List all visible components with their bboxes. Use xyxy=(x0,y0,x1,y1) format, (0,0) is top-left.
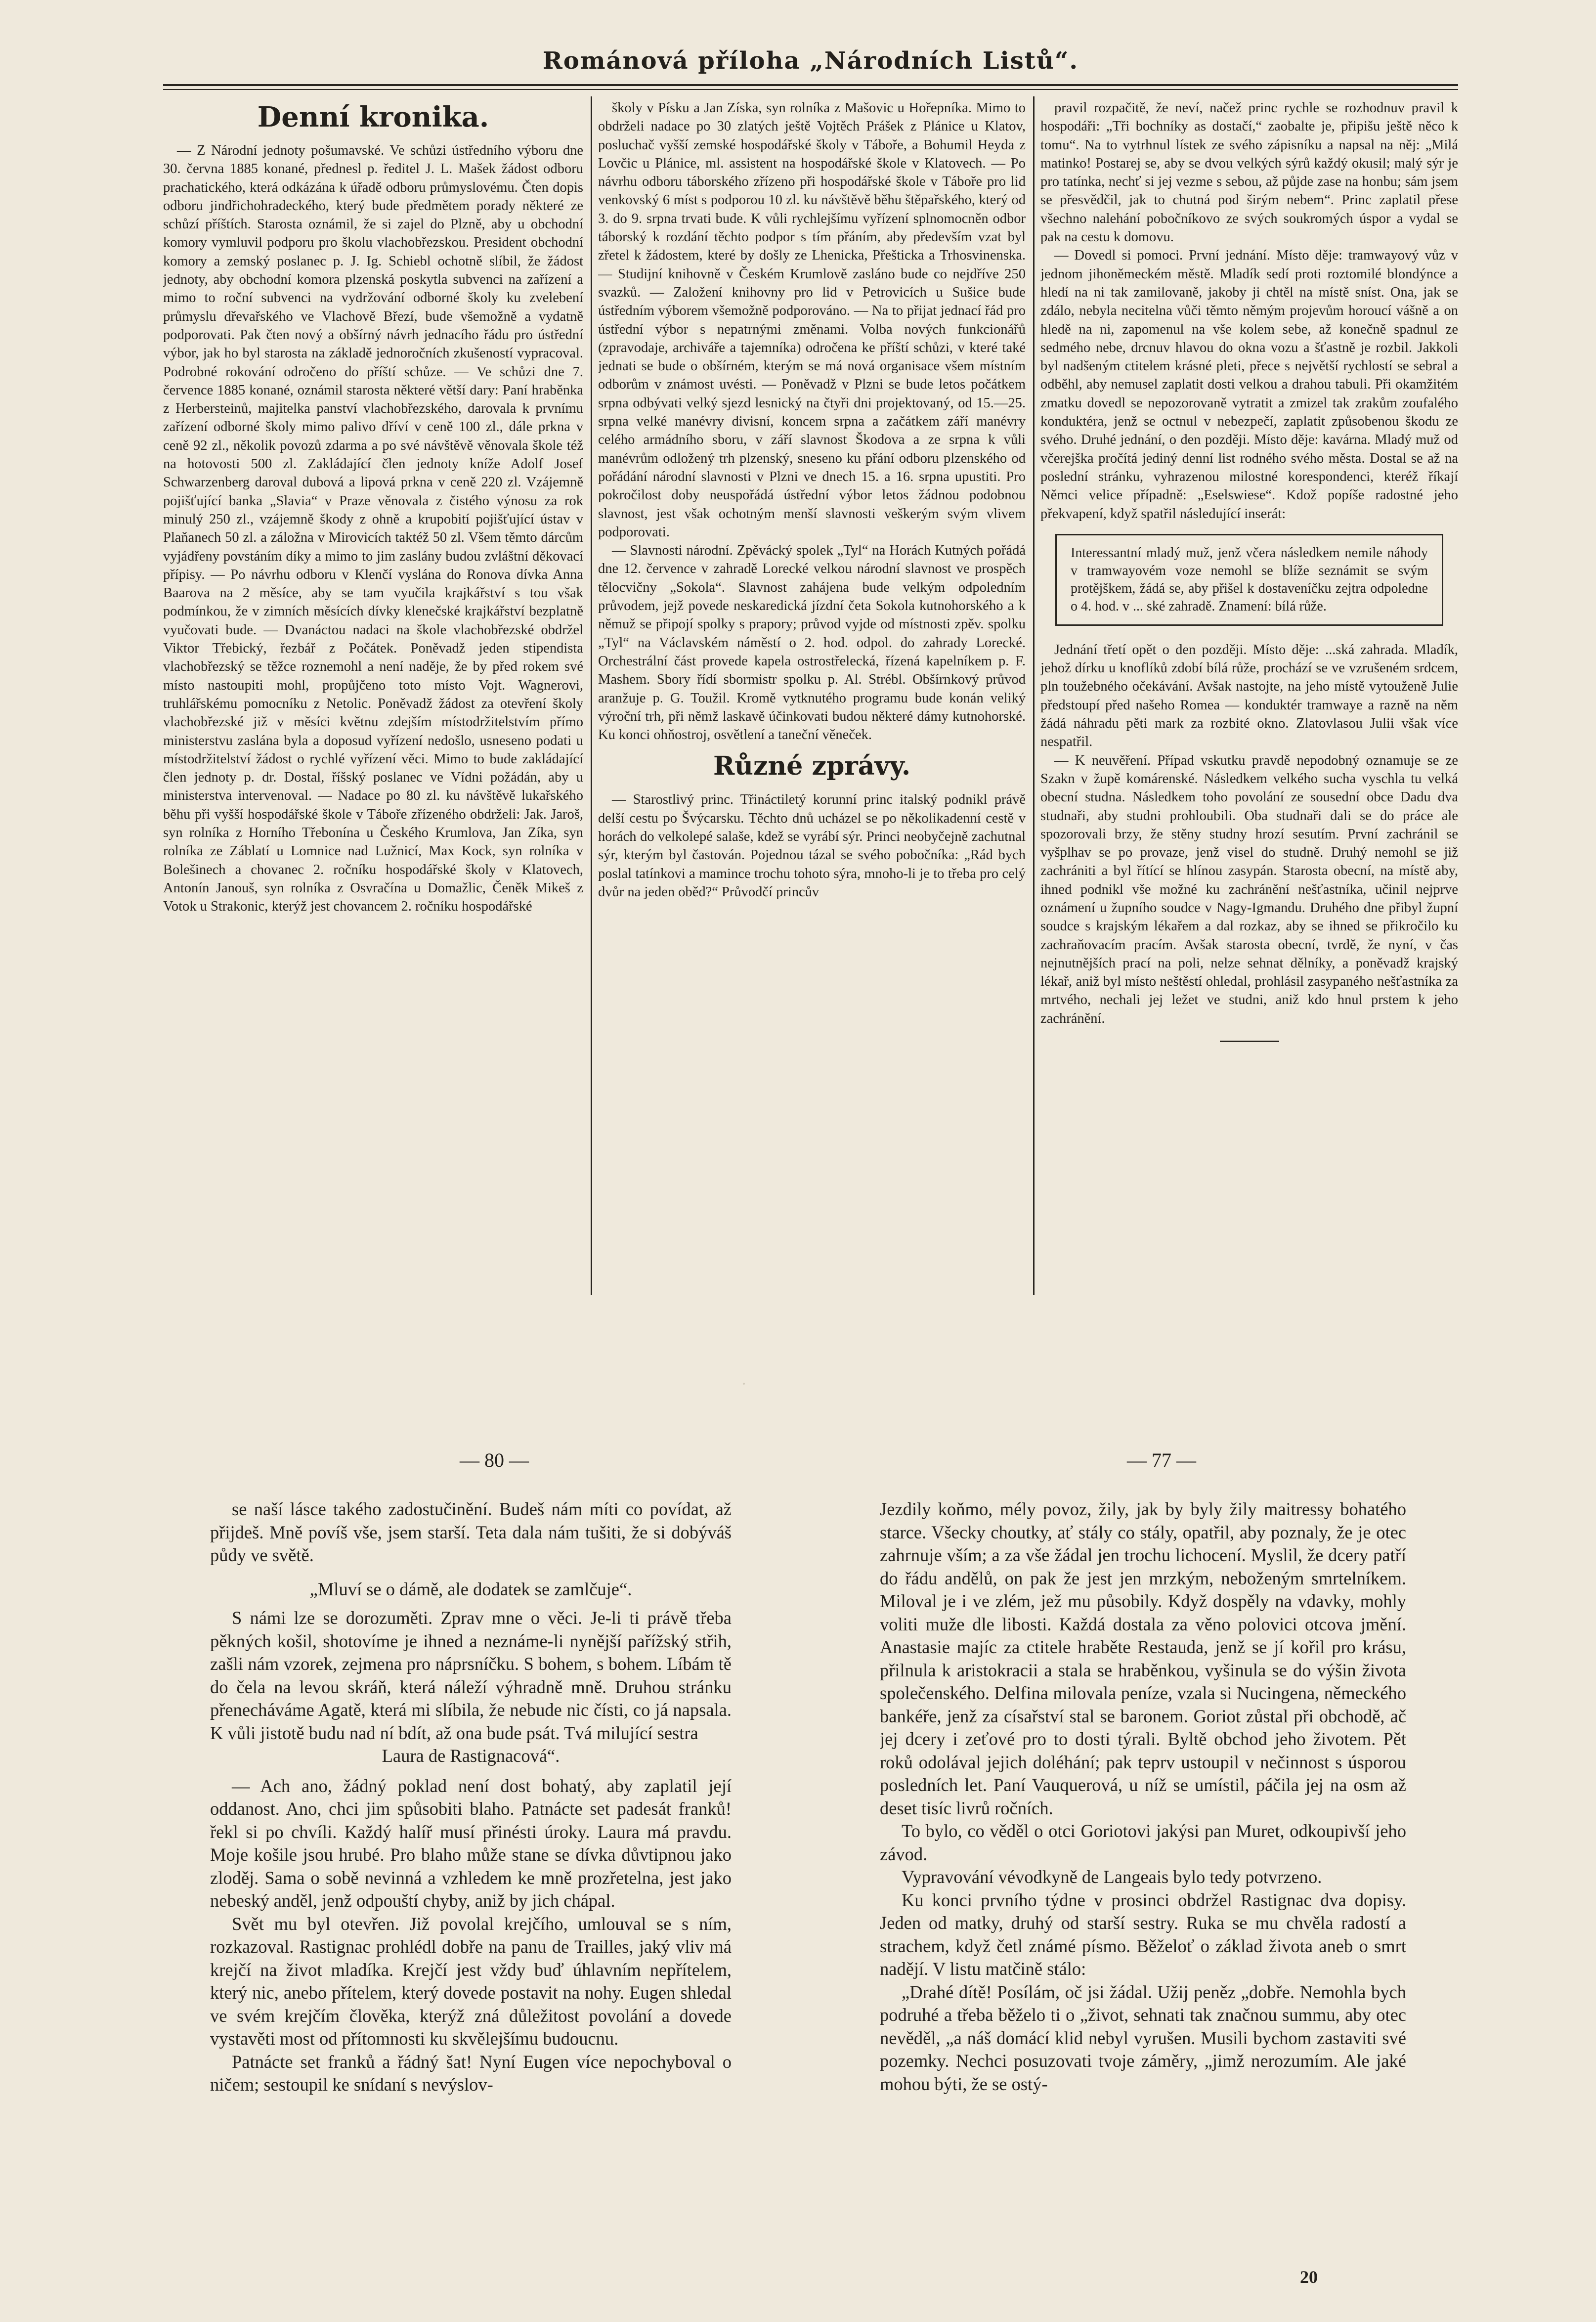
novel-signature: Laura de Rastignacová“. xyxy=(382,1746,560,1766)
column-rule-1 xyxy=(591,96,592,1295)
news-paragraph: — Dovedl si pomoci. První jednání. Místo děje: tramwayový vůz v jednom jihoněmeckém městě. Mladík sedí proti roztomilé blondýnce a hledí na ni tak zamilovaně, jakoby ji chtěl na místě sníst. Ona, jak se zdálo, nebyla necitelna vůči těmto němým projevům horoucí vášně a on hledě na ni, zapomenul na vše kolem sebe, až konečně spadnul ze sedmého nebe, drcnuv hlavou do okna vozu a šťastně je rozbil. Jakkoli byl nadšeným ctitelem krásné pleti, přece s největší rychlostí se sebral a odběhl, aby nemusel zaplatit dosti velkou a drahou tabuli. Při okamžitém zmatku dovedl se nepozorovaně vytratit a zmizel tak zrakům zoufalého konduktéra, jenž se octnul v nebezpečí, zaplatit způsobenou škodu ze svého. Druhé jednání, o den později. Místo děje: kavárna. Mladý muž od včerejška pročítá jediný denní list rodného svého města. Dostal se až na poslední stránku, vyhrazenou milostné korespondenci, kteréž říkají Němci velice případně: „Eselswiese“. Kdož popíše radostné jeho překvapení, když spatřil následující inserát: xyxy=(1040,248,1458,522)
novel-paragraph: Svět mu byl otevřen. Již povolal krejčího, umlouval se s ním, rozkazoval. Rastignac prohlédl dobře na panu de Trailles, jaký vliv má krejčí na život mladíka. Krejčí jest vždy buď úhlavním nepřítelem, který nic, anebo přítelem, který dovede postavit na nohy. Eugen shledal ve svém krejčím člověka, kterýž zná důležitost povolání a dovede vystavěti most od přítomnosti ku skvělejšímu budoucnu. xyxy=(210,1913,732,2049)
novel-paragraph: „Drahé dítě! Posílám, oč jsi žádal. Užij peněz „dobře. Nemohla bych podruhé a třeba běželo ti o „život, sehnati tak značnou summu, aby otec nevěděl, „a náš domácí klid nebyl vyrušen. Musili bychom zastaviti své pozemky. Nechci posuzovati tvoje záměry, „jimž nerozumím. Ale jaké mohou býti, že se ostý- xyxy=(880,1981,1406,2094)
page-number-left: — 80 — xyxy=(460,1449,529,1471)
novel-paragraph: — Ach ano, žádný poklad není dost bohatý, aby zaplatil její oddanost. Ano, chci jim spůsobiti blaho. Patnácte set padesát franků! řekl si po chvíli. Každý halíř musí přinésti úroky. Laura má pravdu. Moje košile jsou hrubé. Pro blaho může stane se dívka důvtipnou jako zloděj. Sama o sobě nevinná a vzhledem ke mně prozřetelna, jest jako nebeský anděl, jenž odpouští chyby, aniž by jich chápal. xyxy=(210,1775,732,1911)
novel-paragraph: S námi lze se dorozuměti. Zprav mne o věci. Je-li ti právě třeba pěkných košil, shotovíme je ihned a neznáme-li nynější pařížský střih, zašli nám vzorek, zejmena pro náprsníčku. S bohem, s bohem. Líbám tě do čela na levou skráň, která náleží výhradně mně. Druhou stránku přenecháváme Agatě, která mi slíbila, že nebude nic čísti, co já napsala. K vůli jistotě budu nad ní bdít, až ona bude psát. Tvá milující sestra xyxy=(210,1608,732,1743)
news-paragraph: — Starostlivý princ. Třináctiletý korunní princ italský podnikl právě delší cestu po Švýcarsku. Těchto dnů ucházel se po několikadenní cestě v horách do velkolepé salaše, kdež se vyrábí sýr. Princi neobyčejně zachutnal sýr, kterým byl častován. Pojednou tázal se svého pobočníka: „Rád bych poslal tatínkovi a mamince trochu tohoto sýra, mnoho-li je to třeba pro celý dvůr na jeden oběd?“ Průvodčí princův xyxy=(598,792,1026,900)
novel-quote: „Mluví se o dámě, ale dodatek se zamlčuje“. xyxy=(309,1578,632,1599)
supplement-header: Románová příloha „Národních Listů“. xyxy=(542,47,1079,75)
section-title-ruzne-zpravy: Různé zprávy. xyxy=(713,751,911,782)
section-title-denni-kronika: Denní kronika. xyxy=(257,101,489,133)
news-paragraph: — Z Národní jednoty pošumavské. Ve schůzi ústředního výboru dne 30. června 1885 konané, přednesl p. ředitel J. L. Mašek žádost odboru prachatického, která odkázána k úřadě odboru průmyslovému. Čten dopis odboru jindřichohradeckého, který bude předmětem porady některé ze schůzí příštích. Starosta oznámil, že si zajel do Plzně, aby u obchodní komory vymluvil podporu pro školu vlachobřezskou. President obchodní komory a zemský poslanec p. J. Ig. Schiebl ochotně slíbil, že žádost jednoty, aby obchodní komora plzenská poskytla subvenci na zařízení a mimo to roční subvenci na vydržování odborné školy ku zvelebení průmyslu dřevařského ve Vlachově Březí, bude všemožně a vydatně podporovati. Pak čten nový a obšírný návrh jednacího řádu pro ústřední výbor, jak ho byl starosta na základě jednoročních zkušeností vypracoval. Podrobné rokování odročeno do příští schůze. — Ve schůzi dne 7. července 1885 konané, oznámil starosta některé větší dary: Paní hraběnka z Herbersteinů, majitelka panství vlachobřezského, darovala k prvnímu zařízení odborné školy mimo palivo dříví v ceně 100 zl., dále prkna v ceně 92 zl., několik povozů zdarma a po své návštěvě věnovala škole též na hotovosti 500 zl. Zakládající člen jednoty kníže Adolf Josef Schwarzenberg daroval dubová a lipová prkna v ceně 220 zl. Vzájemně pojišťující banka „Slavia“ v Praze věnovala z čistého výnosu za rok minulý 250 zl., vzájemně škody z ohně a krupobití pojišťující ústav v Plaňanech 50 zl. a záložna v Mirovicích taktéž 50 zl. Všem těmto dárcům vyjádřeny povstáním díky a mimo to jim zaslány budou zvláštní děkovací přípisy. — Po návrhu odboru v Klenčí vyslána do Ronova dívka Anna Baarova na 2 měsíce, aby se tam vyučila krajkářství s tou však podmínkou, že v zimních měsících dívky klenečské krajkářství bezplatně vyučovati bude. — Dvanáctou nadaci na škole vlachobřezské obdržel Viktor Třebický, řezbář z Počátek. Poněvadž jeden stipendista vlachobřezský se těžce roznemohl a není naděje, že by před rokem své místo nastoupiti mohl, propůjčeno toto místo Vojt. Wagnerovi, truhlářskému pomocníku z Netolic. Poněvadž žádost za otevření školy vlachobřezské již v měsíci květnu zdejším místodržitelstvím přímo ministerstvu zaslána byla a doposud vyřízení nedošlo, usneseno podati u místodržitelství žádost o rychlé vyřízení věci. Mimo to bude zakládající člen jednoty p. dr. Dostal, říšský poslanec ve Vídni požádán, aby u ministerstva intervenoval. — Nadace po 80 zl. ku návštěvě lukařského běhu při vyšší hospodářské škole v Táboře zřízeného obdrželi: Jak. Jaroš, syn rolníka z Horního Třebonína u Českého Krumlova, Jan Zíka, syn rolníka ze Záblatí u Lomnice nad Lužnicí, Max Kock, syn rolníka v Bolešinech a chovanec 2. ročníku hospodářské školy v Klatovech, Antonín Janouš, syn rolníka z Osvračína u Domažlic, Čeněk Mikeš z Votok u Strakonic, kterýž jest chovancem 2. ročníku hospodářské xyxy=(163,143,583,915)
novel-paragraph: Vypravování vévodkyně de Langeais bylo tedy potvrzeno. xyxy=(902,1867,1322,1887)
bleed-through-mark: · xyxy=(741,1374,747,1393)
novel-paragraph: To bylo, co věděl o otci Goriotovi jakýsi pan Muret, odkoupivší jeho závod. xyxy=(880,1821,1406,1864)
news-paragraph: — K neuvěření. Případ vskutku pravdě nepodobný oznamuje se ze Szakn v župě komárenské. Následkem velkého sucha vyschla tu velká obecní studna. Následkem toho povolání ze sousední obce Dadu dva studnaři, aby studni prohloubili. Oba studnaři dali se do práce ale spozorovali brzy, že stěny studny hrozí sesutím. První zachránil se vyšplhav se po provaze, jenž visel do studně. Druhý nemohl se již zachrániti a byl řítící se hlínou zasypán. Starosta obecní, na místě aby, ihned podnikl vše možné ku zachránění nešťastníka, učinil nejprve oznámení u župního soudce v Nagy-Igmandu. Druhého dne přibyl župní soudce s krajským lékařem a dal rozkaz, aby se ihned se přikročilo ku zachraňovacím pracím. Avšak starosta obecní, tvrdě, že nyní, v čas nejnutnějších prací na poli, nelze sehnat dělníky, a poněvadž krajský lékař, aniž byl místo neštěstí ohledal, prohlásil zasypaného nešťastníka za mrtvého, nechali jej ležet ve studni, aniž kdo hnul prstem k jeho zachránění. xyxy=(1040,752,1458,1026)
end-rule xyxy=(1220,1041,1279,1042)
page-number-right: — 77 — xyxy=(1127,1449,1196,1471)
news-paragraph: — Slavnosti národní. Zpěvácký spolek „Tyl“ na Horách Kutných pořádá dne 12. července v zahradě Lorecké velkou národní slavnost ve prospěch tělocvičny „Sokola“. Slavnost zahájena bude velkým odpoledním průvodem, jejž povede neskaredická jízdní četa Sokola kutnohorského a k němuž se připojí spolky s prapory; průvod vyjde od místnosti zpěv. spolku „Tyl“ na Václavském náměstí o 2. hod. odpol. do zahrady Lorecké. Orchestrální část provede kapela ostrostřelecká, řízená kapelníkem p. F. Mashem. Sbory řídí sbormistr spolku p. Al. Strébl. Obšírnkový průvod aranžuje p. G. Toužil. Kromě vytknutého programu bude konán veliký výroční trh, při němž laskavě účinkovati budou některé dámy kutnohorské. Ku konci ohňostroj, osvětlení a taneční věneček. xyxy=(598,543,1026,743)
news-paragraph: pravil rozpačitě, že neví, načež princ rychle se rozhodnuv pravil k hospodáři: „Tři bochníky as dostačí,“ zaobalte je, připišu ještě něco k tomu“. Na to vytrhnul lístek ze svého zápisníku a napsal na něj: „Milá matinko! Postarej se, aby se dvou velkých sýrů každý okusil; malý sýr je pro tatínka, nechť si jej vezme s sebou, až půjde zase na honbu; sám jsem se přesvědčil, jak to chutná pod širým nebem“. Princ zaplatil přese všechno nalehání pobočníkovo ze svých soukromých úspor a vydal se pak na cestu k domovu. xyxy=(1040,100,1458,245)
novel-column-left xyxy=(210,1498,732,2294)
novel-paragraph: se naší lásce takého zadostučinění. Budeš nám míti co povídat, až přijdeš. Mně povíš vše, jsem starší. Teta dala nám tušiti, že si dobýváš půdy ve světě. xyxy=(210,1499,732,1565)
signature-mark: 20 xyxy=(1300,2267,1318,2287)
news-paragraph: školy v Písku a Jan Získa, syn rolníka z Mašovic u Hořepníka. Mimo to obdrželi nadace po 30 zlatých ještě Vojtěch Prášek z Plánice u Klatov, posluchač vyšší zemské hospodářské školy v Táboře, a Bohumil Heyda z Lovčic u Plánice, ml. assistent na hospodářské škole v Klatovech. — Po návrhu odboru táborského zřízeno při hospodářské škole v Táboře pro lid venkovský 6 míst s podporou 10 zl. ku návštěvě běhu štěpařského, který od 3. do 9. srpna trvati bude. K vůli rychlejšímu vyřízení splnomocněn odbor táborský k rozdání těchto podpor s tím přáním, aby především vzat byl zřetel k žádostem, které by došly ze Lhenicka, Přešticka a Trhosvinenska. — Studijní knihovně v Českém Krumlově zasláno bude co nejdříve 250 svazků. — Založení knihovny pro lid v Petrovicích u Sušice bude ústředním výborem všemožně podporováno. — Na to přijat jednací řád pro ústřední výbor s nepatrnými změnami. Volba nových funkcionářů (zpravodaje, archiváře a tajemníka) odročena ke příští schůzi, v které také jednati se bude o obšírném, kterým se má nová organisace všem místním odborům v známost uvésti. — Poněvadž v Plzni se bude letos počátkem srpna odbývati velký sjezd lesnický na čtyři dni projektovaný, od 15.—25. srpna velké manévry divisní, koncem srpna a začátkem září manévry celého armádního sboru, v září slavnost Škodova a ze srpna k vůli manévrům odložený trh plzenský, sneseno ku přání odboru plzenského od pořádání národní slavnosti v Plzni ve dnech 15. a 16. srpna upustiti. Pro pokročilost doby neuspořádá ústřední výbor letos žádnou podobnou slavnost, jest však ochotným menší slavnosti veškerým svým vlivem podporovati. xyxy=(598,100,1026,540)
column-1 xyxy=(163,95,583,1301)
novel-paragraph: Jezdily koňmo, mély povoz, žily, jak by byly žily maitressy bohatého starce. Všecky choutky, ať stály co stály, opatřil, aby poznaly, že je otec zahrnuje vším; a za vše žádal jen trochu lichocení. Myslil, že dcery patří do řádu andělů, on pak že jest jen mrzkým, neboženým smrtelníkem. Miloval je i ve zlém, jež mu působily. Když dospěly na vdavky, mohly voliti muže dle libosti. Každá dostala za věno polovici otcova jmění. Anastasie majíc za ctitele hraběte Restauda, jenž se jí kořil pro krásu, přilnula k aristokracii a stala se hraběnkou, vyšinula se do výšin života společenského. Delfina milovala peníze, vzala si Nucingena, německého bankéře, jenž za císařství stal se baronem. Goriot zůstal při obchodě, ač jej dcery i zeťové pro to dosti týrali. Byltě obchod jeho životem. Pět roků odolával jejich doléhání; pak teprv ustoupil v nečinnost s úsporou posledních let. Paní Vauquerová, u níž se umístil, páčila jej na osm až deset tisíc livrů ročních. xyxy=(880,1499,1406,1818)
header-rule-thin xyxy=(163,89,1458,90)
header-rule xyxy=(163,84,1458,86)
news-paragraph: Jednání třetí opět o den později. Místo děje: ...ská zahrada. Mladík, jehož dírku u knoflíků zdobí bílá růže, prochází se ve vzrušeném srdcem, pln toužebného očekávání. Avšak nastojte, na jeho místě vytouženě Julie předstoupí před našeho Romea — konduktér tramwaye a razně na něm žádá náhradu pěti mark za rozbité okno. Zlatovlasou Julii však více nespatřil. xyxy=(1040,642,1458,750)
column-3 xyxy=(1040,99,1458,1300)
novel-column-right xyxy=(880,1498,1406,2284)
novel-paragraph: Ku konci prvního týdne v prosinci obdržel Rastignac dva dopisy. Jeden od matky, druhý od starší sestry. Ruka se mu chvěla radostí a strachem, když četl známé písmo. Běželoť o základ života aneb o smrt nadějí. V listu matčině stálo: xyxy=(880,1889,1406,1979)
column-rule-2 xyxy=(1033,96,1035,1295)
column-2 xyxy=(598,99,1026,1300)
advertisement-box: Interessantní mladý muž, jenž včera následkem nemile náhody v tramwayovém voze nemohl se blíže seznámit se svým protějškem, žádá se, aby přišel k dostaveníčku zejtra odpoledne o 4. hod. v ... ské zahradě. Znamení: bílá růže. xyxy=(1055,534,1443,626)
novel-paragraph: Patnácte set franků a řádný šat! Nyní Eugen více nepochyboval o ničem; sestoupil ke snídaní s nevýslov- xyxy=(210,2051,732,2095)
